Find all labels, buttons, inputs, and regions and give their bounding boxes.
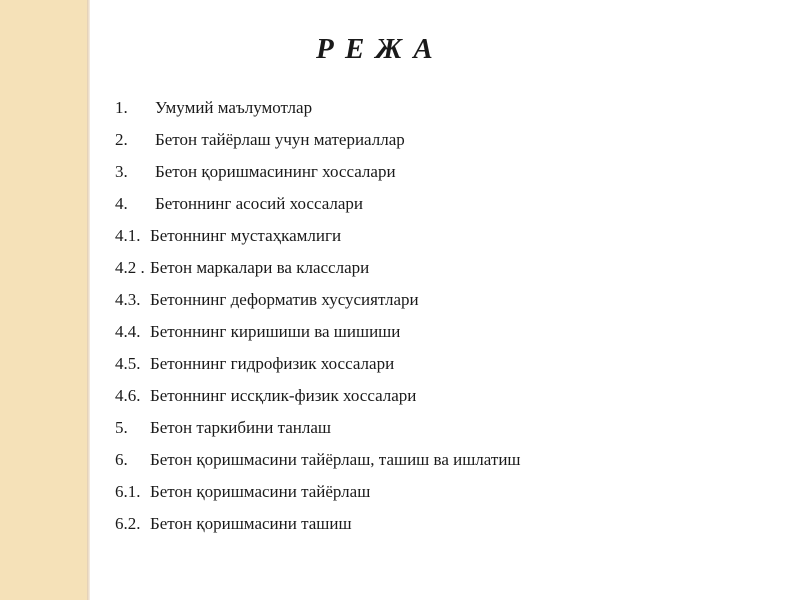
item-number: 3. <box>115 162 128 181</box>
item-number: 4.4. <box>115 322 141 341</box>
item-text: Умумий маълумотлар <box>155 98 313 117</box>
item-number: 4.1. <box>115 226 141 245</box>
item-number: 4.3. <box>115 290 141 309</box>
item-text: Бетон таркибини танлаш <box>150 418 331 437</box>
item-number: 6. <box>115 450 128 469</box>
item-number: 5. <box>115 418 128 437</box>
item-text: Бетон қоришмасини ташиш <box>150 514 352 533</box>
item-text: Бетоннинг асосий хоссалари <box>155 194 364 213</box>
item-number: 1. <box>115 98 128 117</box>
item-number: 2. <box>115 130 128 149</box>
item-text: Бетон қоришмасининг хоссалари <box>155 162 396 181</box>
item-text: Бетоннинг гидрофизик хоссалари <box>150 354 395 373</box>
item-text: Бетоннинг деформатив хусусиятлари <box>150 290 419 309</box>
item-text: Бетон қоришмасини тайёрлаш, ташиш ва ишлатиш <box>150 450 521 469</box>
item-number: 4.6. <box>115 386 141 405</box>
item-text: Бетон қоришмасини тайёрлаш <box>150 482 371 501</box>
item-number: 6.1. <box>115 482 141 501</box>
item-text: Бетоннинг киришиши ва шишиши <box>150 322 401 341</box>
page-title: Р Е Ж А <box>316 33 435 65</box>
item-text: Бетоннинг иссқлик-физик хоссалари <box>150 386 417 405</box>
item-number: 6.2. <box>115 514 141 533</box>
item-text: Бетон тайёрлаш учун материаллар <box>155 130 405 149</box>
item-number: 4.2 . <box>115 258 145 277</box>
item-number: 4. <box>115 194 128 213</box>
item-text: Бетоннинг мустаҳкамлиги <box>150 226 342 245</box>
band-edge-divider <box>87 0 90 600</box>
left-decorative-band <box>0 0 87 600</box>
item-number: 4.5. <box>115 354 141 373</box>
item-text: Бетон маркалари ва класслари <box>150 258 370 277</box>
